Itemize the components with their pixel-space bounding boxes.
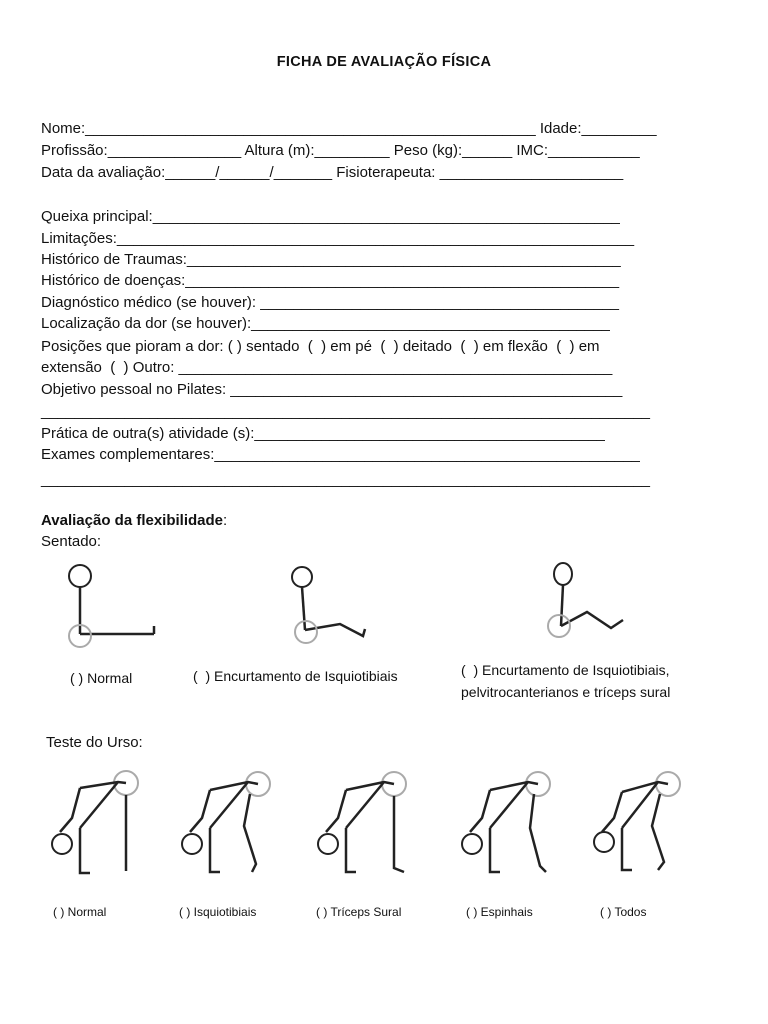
field-data-fisioterapeuta[interactable]: Data da avaliação:______/______/_______ Fisioterapeuta: ______________________: [41, 164, 624, 181]
field-objetivo-pilates-cont[interactable]: _________________________________________________________________________: [41, 403, 650, 420]
bear-caption-normal[interactable]: ( ) Normal: [53, 905, 107, 919]
page-title: FICHA DE AVALIAÇÃO FÍSICA: [276, 54, 492, 70]
sit-caption-isquiotibiais[interactable]: ( ) Encurtamento de Isquiotibiais: [193, 668, 398, 684]
field-diagnostico-medico[interactable]: Diagnóstico médico (se houver): ___________________________________________: [41, 294, 619, 311]
field-exames-complementares[interactable]: Exames complementares:___________________________________________________: [41, 446, 640, 463]
sit-caption-encurtamento-2: pelvitrocanterianos e tríceps sural: [461, 684, 671, 700]
field-localizacao-dor[interactable]: Localização da dor (se houver):___________________________________________: [41, 315, 610, 332]
field-queixa-principal[interactable]: Queixa principal:________________________________________________________: [41, 208, 620, 225]
field-historico-traumas[interactable]: Histórico de Traumas:____________________________________________________: [41, 251, 621, 268]
bear-caption-isquiotibiais[interactable]: ( ) Isquiotibiais: [179, 905, 257, 919]
bear-espinhais-figure: [460, 768, 560, 883]
field-posicoes-dor[interactable]: Posições que pioram a dor: ( ) sentado ( ) em pé ( ) deitado ( ) em flexão ( ) em: [41, 338, 600, 355]
field-posicoes-dor-cont[interactable]: extensão ( ) Outro: ____________________________________________________: [41, 359, 613, 376]
field-historico-doencas[interactable]: Histórico de doenças:____________________________________________________: [41, 272, 620, 289]
bear-test-heading: Teste do Urso:: [46, 734, 143, 751]
field-limitacoes[interactable]: Limitações:______________________________________________________________: [41, 230, 635, 247]
flexibility-sub-sentado: Sentado:: [41, 533, 102, 550]
bear-caption-espinhais[interactable]: ( ) Espinhais: [466, 905, 533, 919]
field-profissao-altura-peso-imc[interactable]: Profissão:________________ Altura (m):_________ Peso (kg):______ IMC:___________: [41, 142, 640, 159]
field-nome-idade[interactable]: Nome:______________________________________________________ Idade:_________: [41, 120, 657, 137]
field-objetivo-pilates[interactable]: Objetivo pessoal no Pilates: _______________________________________________: [41, 381, 623, 398]
field-pratica-atividade[interactable]: Prática de outra(s) atividade (s):__________________________________________: [41, 425, 605, 442]
bear-isquiotibiais-figure: [180, 768, 280, 883]
bear-todos-figure: [592, 768, 692, 883]
bear-caption-triceps-sural[interactable]: ( ) Tríceps Sural: [316, 905, 402, 919]
bear-caption-todos[interactable]: ( ) Todos: [600, 905, 647, 919]
flexibility-heading: Avaliação da flexibilidade:: [41, 512, 228, 529]
field-exames-complementares-cont[interactable]: _________________________________________________________________________: [41, 471, 650, 488]
sit-caption-normal[interactable]: ( ) Normal: [70, 670, 133, 686]
sit-caption-encurtamento-1[interactable]: ( ) Encurtamento de Isquiotibiais,: [461, 662, 670, 678]
sit-encurtamento-figure: [545, 558, 645, 653]
sit-isquiotibiais-figure: [285, 562, 385, 657]
bear-normal-figure: [50, 768, 150, 883]
bear-triceps-sural-figure: [316, 768, 416, 883]
sit-normal-figure: [60, 562, 170, 657]
